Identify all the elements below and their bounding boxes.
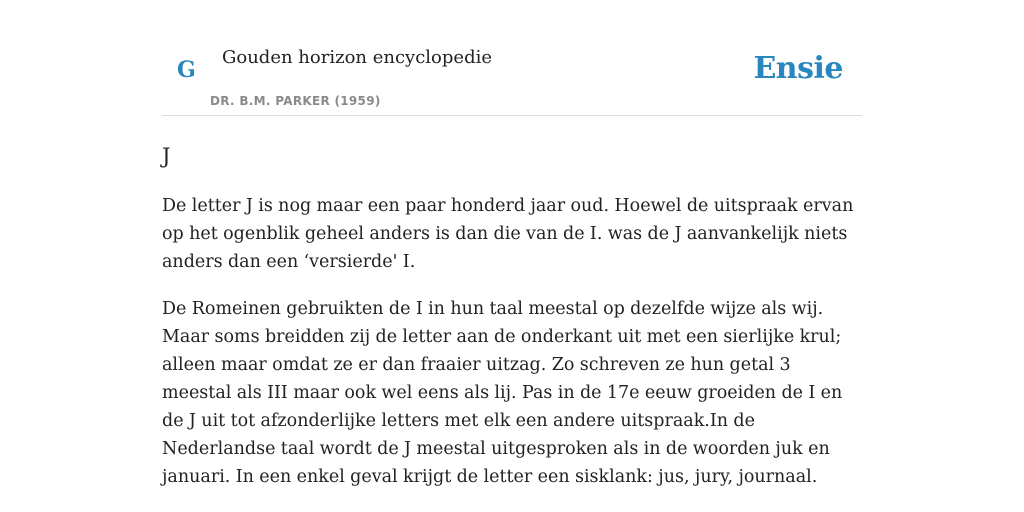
source-g-icon[interactable]: G bbox=[177, 57, 196, 83]
entry-paragraph-1: De letter J is nog maar een paar honderd jaar oud. Hoewel de uitspraak ervan op het ogenblik geheel anders is dan die van de I. was de J aanvankelijk niets anders dan een ‘versierde' I. bbox=[162, 196, 854, 272]
entry-paragraph-2: De Romeinen gebruikten de I in hun taal meestal op dezelfde wijze als wij. Maar soms breidden zij de letter aan de onderkant uit met een sierlijke krul; alleen maar omdat ze er dan fraaier uitzag. Zo schreven ze hun getal 3 meestal als III maar ook wel eens als lij. Pas in de 17e eeuw groeiden de I en de J uit tot afzonderlijke letters met elk een andere uitspraak.In de Nederlandse taal wordt de J meestal uitgesproken als in de woorden juk en januari. In een enkel geval krijgt de letter een sisklank: jus, jury, journaal. bbox=[162, 299, 843, 487]
source-author: DR. B.M. PARKER (1959) bbox=[210, 94, 381, 108]
ensie-logo-link[interactable]: Ensie bbox=[753, 51, 843, 86]
article-body bbox=[162, 140, 862, 491]
entry-title: J bbox=[162, 144, 171, 168]
source-title-link[interactable]: Gouden horizon encyclopedie bbox=[222, 47, 492, 68]
entry-header bbox=[162, 30, 862, 116]
